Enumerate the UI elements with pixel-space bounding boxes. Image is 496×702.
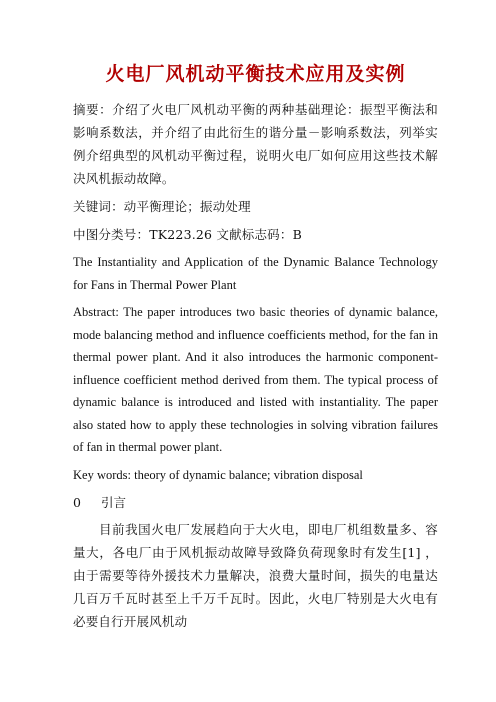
section-number: 0 [73,495,81,510]
chinese-keywords: 关键词：动平衡理论；振动处理 [73,199,251,214]
intro-paragraph: 目前我国火电厂发展趋向于大火电，即电厂机组数量多、容量大，各电厂由于风机振动故障导致降负荷现象时有发生[1] ，由于需要等待外援技术力量解决，浪费大量时间，损失的电量达几百万千瓦时甚至上千万千瓦时。因此，火电厂特别是大火电有必要自行开展风机动 [73,522,438,629]
english-title: The Instantiality and Application of the Dynamic Balance Technology for Fans in Thermal Power Plant [73,255,438,292]
english-keywords: Key words: theory of dynamic balance; vibration disposal [73,467,363,482]
english-abstract: Abstract: The paper introduces two basic theories of dynamic balance, mode balancing method and influence coefficients method, for the fan in thermal power plant. And it also introduces the harmonic component-influence coefficient method derived from them. The typical process of dynamic balance is introduced and listed with instantiality. The paper also stated how to apply these technologies in solving vibration failures of fan in thermal power plant. [73,305,438,454]
document-title: 火电厂风机动平衡技术应用及实例 [105,63,406,85]
classification-code: 中图分类号：TK223.26 文献标志码：B [73,227,302,242]
chinese-abstract: 摘要：介绍了火电厂风机动平衡的两种基础理论：振型平衡法和影响系数法，并介绍了由此衍生的谐分量－影响系数法，列举实例介绍典型的风机动平衡过程，说明火电厂如何应用这些技术解决风机振动故障。 [73,102,438,186]
section-heading [73,491,438,514]
section-title: 引言 [100,495,126,510]
